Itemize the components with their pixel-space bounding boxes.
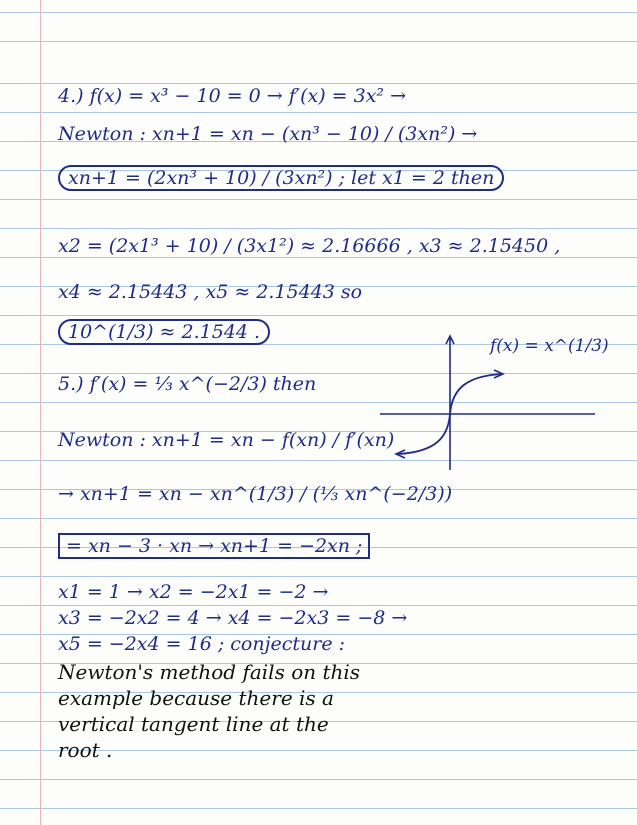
problem-5-derivative: 5.) f′(x) = ⅓ x^(−2/3) then bbox=[58, 373, 317, 395]
iterate-line-2: x3 = −2x2 = 4 → x4 = −2x3 = −8 → bbox=[58, 607, 408, 629]
problem-4-equation: 4.) f(x) = x³ − 10 = 0 → f′(x) = 3x² → bbox=[58, 85, 407, 107]
conclusion-line-2: example because there is a bbox=[58, 686, 334, 710]
conjecture-line: x5 = −2x4 = 16 ; conjecture : bbox=[58, 633, 346, 655]
iterate-line-1: x1 = 1 → x2 = −2x1 = −2 → bbox=[58, 581, 329, 603]
result-box: = xn − 3 · xn → xn+1 = −2xn ; bbox=[58, 533, 370, 559]
conclusion-line-4: root . bbox=[58, 738, 113, 762]
simplified-iteration bbox=[58, 166, 504, 190]
graph-label: f(x) = x^(1/3) bbox=[490, 336, 609, 356]
cube-root-result bbox=[58, 320, 270, 344]
conclusion-line-3: vertical tangent line at the bbox=[58, 712, 329, 736]
margin-line bbox=[40, 0, 41, 825]
iteration-formula-box: xn+1 = (2xn³ + 10) / (3xn²) ; let x1 = 2 then bbox=[58, 165, 504, 191]
cube-root-box: 10^(1/3) ≈ 2.1544 . bbox=[58, 319, 270, 345]
simplification-line bbox=[58, 534, 370, 558]
newton-formula-4: Newton : xn+1 = xn − (xn³ − 10) / (3xn²) → bbox=[58, 123, 478, 145]
x2-x3-values: x2 = (2x1³ + 10) / (3x1²) ≈ 2.16666 , x3 ≈ 2.15450 , bbox=[58, 235, 561, 257]
cube-root-graph bbox=[380, 330, 610, 484]
conclusion-line-1: Newton's method fails on this bbox=[58, 660, 361, 684]
x4-x5-values: x4 ≈ 2.15443 , x5 ≈ 2.15443 so bbox=[58, 281, 363, 303]
newton-formula-5: Newton : xn+1 = xn − f(xn) / f′(xn) bbox=[58, 429, 395, 451]
substitution-line: → xn+1 = xn − xn^(1/3) / (⅓ xn^(−2/3)) bbox=[58, 483, 453, 505]
